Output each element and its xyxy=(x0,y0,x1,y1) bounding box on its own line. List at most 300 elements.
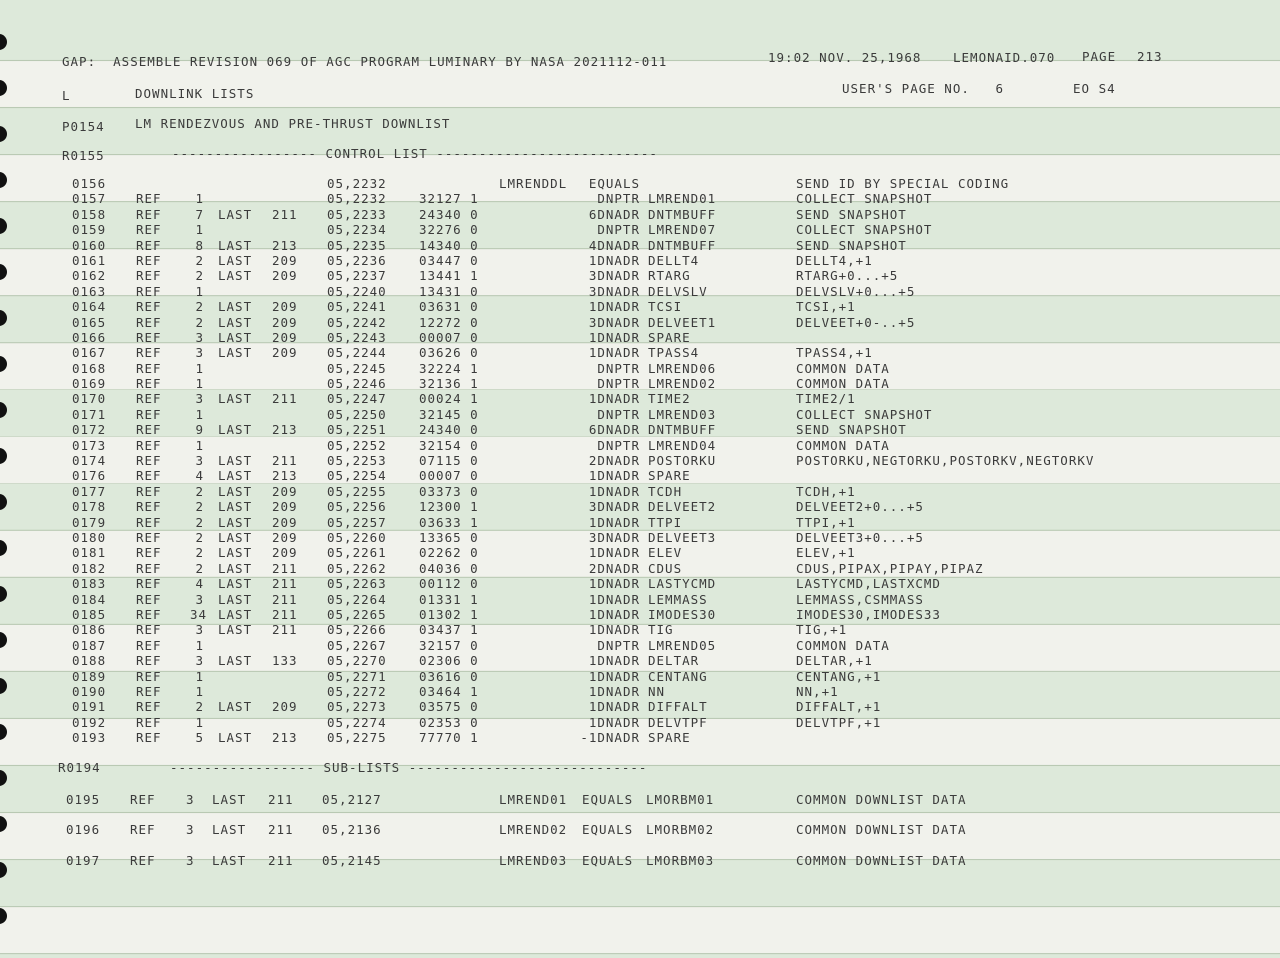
cell-operand: LMORBM03 xyxy=(646,853,715,868)
cell-address: 05,2265 xyxy=(327,606,387,622)
cell-line-number: 0188 xyxy=(72,653,107,669)
cell-line-number: 0167 xyxy=(72,345,107,361)
cell-last-marker: LAST xyxy=(218,237,253,253)
table-row xyxy=(0,730,1280,745)
cell-ref-count: 2 xyxy=(195,314,204,330)
cell-line-number: 0160 xyxy=(72,237,107,253)
cell-ref-count: 2 xyxy=(195,499,204,515)
cell-operand: LMREND07 xyxy=(648,222,717,238)
cell-opcode: DNPTR xyxy=(597,376,640,392)
cell-last-page: 211 xyxy=(272,453,298,469)
cell-operand: DELVSLV xyxy=(648,283,708,299)
cell-operand: DELLT4 xyxy=(648,252,700,268)
cell-ref-marker: REF xyxy=(136,191,162,207)
cell-address: 05,2242 xyxy=(327,314,387,330)
cell-last-page: 209 xyxy=(272,483,298,499)
cell-octal-value: 03437 1 xyxy=(419,622,479,638)
cell-ref-count: 2 xyxy=(195,699,204,715)
cell-ref-count: 1 xyxy=(195,376,204,392)
cell-operand: DELVEET2 xyxy=(648,499,717,515)
cell-address: 05,2270 xyxy=(327,653,387,669)
cell-last-marker: LAST xyxy=(218,268,253,284)
cell-opcode: 1DNADR xyxy=(588,683,640,699)
cell-last-marker: LAST xyxy=(218,252,253,268)
cell-address: 05,2236 xyxy=(327,252,387,268)
control-list-separator-id: R0155 xyxy=(62,148,105,163)
cell-line-number: 0193 xyxy=(72,730,107,746)
cell-line-number: 0197 xyxy=(66,853,101,868)
cell-opcode: 1DNADR xyxy=(588,545,640,561)
cell-operand: SPARE xyxy=(648,468,691,484)
cell-ref-marker: REF xyxy=(136,299,162,315)
cell-ref-marker: REF xyxy=(136,514,162,530)
cell-ref-count: 2 xyxy=(195,299,204,315)
cell-ref-count: 3 xyxy=(186,853,195,868)
cell-opcode: 1DNADR xyxy=(588,653,640,669)
cell-opcode: 3DNADR xyxy=(588,268,640,284)
cell-line-number: 0162 xyxy=(72,268,107,284)
table-row xyxy=(0,315,1280,330)
cell-line-number: 0165 xyxy=(72,314,107,330)
cell-address: 05,2255 xyxy=(327,483,387,499)
cell-comment: POSTORKU,NEGTORKU,POSTORKV,NEGTORKV xyxy=(796,453,1095,469)
cell-last-page: 209 xyxy=(272,329,298,345)
cell-line-number: 0174 xyxy=(72,453,107,469)
table-row xyxy=(0,253,1280,268)
cell-line-number: 0178 xyxy=(72,499,107,515)
cell-last-page: 211 xyxy=(268,792,294,807)
table-row xyxy=(0,561,1280,576)
cell-opcode: EQUALS xyxy=(582,822,634,837)
cell-line-number: 0195 xyxy=(66,792,101,807)
cell-octal-value: 00112 0 xyxy=(419,576,479,592)
cell-comment: SEND ID BY SPECIAL CODING xyxy=(796,176,1010,191)
cell-octal-value: 03616 0 xyxy=(419,668,479,684)
table-row xyxy=(0,622,1280,637)
cell-opcode: 4DNADR xyxy=(588,237,640,253)
table-row xyxy=(0,853,1280,869)
cell-line-number: 0187 xyxy=(72,637,107,653)
cell-opcode: 1DNADR xyxy=(588,714,640,730)
cell-address: 05,2260 xyxy=(327,529,387,545)
cell-ref-count: 2 xyxy=(195,545,204,561)
cell-line-number: 0166 xyxy=(72,329,107,345)
cell-line-number: 0180 xyxy=(72,529,107,545)
cell-ref-count: 7 xyxy=(195,206,204,222)
table-row xyxy=(0,391,1280,406)
cell-operand: TTPI xyxy=(648,514,683,530)
cell-octal-value: 03633 1 xyxy=(419,514,479,530)
cell-operand: ELEV xyxy=(648,545,683,561)
cell-comment: COMMON DATA xyxy=(796,376,890,392)
cell-last-page: 211 xyxy=(272,560,298,576)
cell-operand: SPARE xyxy=(648,730,691,746)
cell-last-marker: LAST xyxy=(212,853,247,868)
cell-opcode: 1DNADR xyxy=(588,514,640,530)
cell-comment: DELVEET3+0...+5 xyxy=(796,529,924,545)
cell-comment: TCDH,+1 xyxy=(796,483,856,499)
cell-opcode: DNPTR xyxy=(597,222,640,238)
cell-comment: COMMON DATA xyxy=(796,637,890,653)
cell-opcode: 1DNADR xyxy=(588,591,640,607)
cell-last-page: 213 xyxy=(272,422,298,438)
cell-last-marker: LAST xyxy=(218,314,253,330)
cell-comment: SEND SNAPSHOT xyxy=(796,237,907,253)
cell-comment: SEND SNAPSHOT xyxy=(796,206,907,222)
table-row xyxy=(0,607,1280,622)
cell-last-page: 209 xyxy=(272,299,298,315)
cell-ref-count: 3 xyxy=(186,822,195,837)
cell-octal-value: 03447 0 xyxy=(419,252,479,268)
cell-operand: DELTAR xyxy=(648,653,700,669)
cell-operand: LMREND03 xyxy=(648,406,717,422)
cell-ref-count: 4 xyxy=(195,576,204,592)
cell-ref-count: 1 xyxy=(195,437,204,453)
cell-last-marker: LAST xyxy=(212,822,247,837)
cell-ref-marker: REF xyxy=(136,283,162,299)
cell-address: 05,2145 xyxy=(322,853,382,868)
cell-opcode: 1DNADR xyxy=(588,622,640,638)
cell-last-marker: LAST xyxy=(218,529,253,545)
cell-last-page: 211 xyxy=(272,206,298,222)
cell-operand: RTARG xyxy=(648,268,691,284)
title-line-id: P0154 xyxy=(62,119,105,134)
cell-ref-count: 5 xyxy=(195,730,204,746)
table-row xyxy=(0,545,1280,560)
cell-line-number: 0168 xyxy=(72,360,107,376)
cell-octal-value: 24340 0 xyxy=(419,206,479,222)
cell-line-number: 0164 xyxy=(72,299,107,315)
binder-hole xyxy=(0,770,7,786)
table-row xyxy=(0,715,1280,730)
cell-opcode: 1DNADR xyxy=(588,345,640,361)
cell-comment: LASTYCMD,LASTXCMD xyxy=(796,576,941,592)
cell-label: LMREND01 xyxy=(499,792,568,807)
cell-comment: TIG,+1 xyxy=(796,622,848,638)
cell-address: 05,2252 xyxy=(327,437,387,453)
cell-line-number: 0179 xyxy=(72,514,107,530)
cell-operand: TCDH xyxy=(648,483,683,499)
cell-ref-count: 1 xyxy=(195,222,204,238)
cell-octal-value: 24340 0 xyxy=(419,422,479,438)
cell-last-page: 211 xyxy=(272,606,298,622)
sublists-separator-id: R0194 xyxy=(58,760,101,775)
cell-last-marker: LAST xyxy=(218,545,253,561)
cell-octal-value: 02262 0 xyxy=(419,545,479,561)
table-row xyxy=(0,345,1280,360)
cell-comment: DELVTPF,+1 xyxy=(796,714,882,730)
cell-ref-count: 3 xyxy=(195,345,204,361)
cell-opcode: 2DNADR xyxy=(588,560,640,576)
cell-last-marker: LAST xyxy=(218,206,253,222)
cell-opcode: DNPTR xyxy=(597,637,640,653)
cell-last-marker: LAST xyxy=(218,730,253,746)
header-section: DOWNLINK LISTS xyxy=(135,86,255,101)
binder-hole xyxy=(0,34,7,50)
cell-ref-count: 2 xyxy=(195,529,204,545)
cell-comment: IMODES30,IMODES33 xyxy=(796,606,941,622)
binder-hole xyxy=(0,80,7,96)
cell-comment: SEND SNAPSHOT xyxy=(796,422,907,438)
cell-address: 05,2240 xyxy=(327,283,387,299)
cell-ref-marker: REF xyxy=(136,453,162,469)
table-row xyxy=(0,361,1280,376)
cell-octal-value: 13365 0 xyxy=(419,529,479,545)
cell-comment: CENTANG,+1 xyxy=(796,668,882,684)
cell-ref-count: 2 xyxy=(195,252,204,268)
cell-ref-marker: REF xyxy=(136,268,162,284)
table-row xyxy=(0,684,1280,699)
cell-ref-marker: REF xyxy=(136,468,162,484)
cell-address: 05,2233 xyxy=(327,206,387,222)
cell-operand: SPARE xyxy=(648,329,691,345)
table-row xyxy=(0,453,1280,468)
table-row xyxy=(0,530,1280,545)
table-row xyxy=(0,299,1280,314)
cell-ref-marker: REF xyxy=(136,622,162,638)
table-row xyxy=(0,222,1280,237)
cell-last-page: 213 xyxy=(272,730,298,746)
cell-octal-value: 32145 0 xyxy=(419,406,479,422)
cell-octal-value: 13431 0 xyxy=(419,283,479,299)
cell-ref-count: 4 xyxy=(195,468,204,484)
table-row xyxy=(0,330,1280,345)
cell-ref-marker: REF xyxy=(136,545,162,561)
cell-ref-count: 3 xyxy=(195,453,204,469)
table-row xyxy=(0,499,1280,514)
cell-octal-value: 00007 0 xyxy=(419,468,479,484)
cell-ref-count: 1 xyxy=(195,683,204,699)
cell-octal-value: 12300 1 xyxy=(419,499,479,515)
cell-octal-value: 32224 1 xyxy=(419,360,479,376)
cell-address: 05,2243 xyxy=(327,329,387,345)
cell-octal-value: 13441 1 xyxy=(419,268,479,284)
cell-ref-marker: REF xyxy=(136,237,162,253)
cell-comment: COMMON DOWNLIST DATA xyxy=(796,853,967,868)
cell-last-page: 211 xyxy=(272,591,298,607)
cell-address: 05,2244 xyxy=(327,345,387,361)
cell-ref-marker: REF xyxy=(136,329,162,345)
cell-opcode: DNPTR xyxy=(597,360,640,376)
cell-ref-count: 1 xyxy=(195,714,204,730)
cell-comment: COLLECT SNAPSHOT xyxy=(796,406,933,422)
binder-hole xyxy=(0,126,7,142)
cell-ref-marker: REF xyxy=(136,606,162,622)
cell-ref-marker: REF xyxy=(136,360,162,376)
cell-last-page: 209 xyxy=(272,345,298,361)
cell-octal-value: 02306 0 xyxy=(419,653,479,669)
control-list-table xyxy=(0,176,1280,745)
cell-last-page: 213 xyxy=(272,468,298,484)
cell-last-page: 209 xyxy=(272,545,298,561)
cell-octal-value: 32157 0 xyxy=(419,637,479,653)
table-row xyxy=(0,176,1280,191)
cell-operand: TIME2 xyxy=(648,391,691,407)
cell-opcode: 1DNADR xyxy=(588,468,640,484)
cell-opcode: 1DNADR xyxy=(588,606,640,622)
cell-ref-marker: REF xyxy=(136,314,162,330)
cell-last-page: 211 xyxy=(268,822,294,837)
cell-address: 05,2253 xyxy=(327,453,387,469)
table-row xyxy=(0,638,1280,653)
cell-ref-marker: REF xyxy=(136,483,162,499)
cell-last-marker: LAST xyxy=(218,591,253,607)
cell-last-marker: LAST xyxy=(218,514,253,530)
table-row xyxy=(0,468,1280,483)
cell-comment: ELEV,+1 xyxy=(796,545,856,561)
cell-line-number: 0196 xyxy=(66,822,101,837)
title-line-text: LM RENDEZVOUS AND PRE-THRUST DOWNLIST xyxy=(135,116,451,131)
cell-octal-value: 12272 0 xyxy=(419,314,479,330)
cell-operand: TIG xyxy=(648,622,674,638)
cell-comment: COMMON DOWNLIST DATA xyxy=(796,792,967,807)
cell-operand: LMREND06 xyxy=(648,360,717,376)
cell-line-number: 0181 xyxy=(72,545,107,561)
header-type-code: L xyxy=(62,88,71,103)
cell-address: 05,2262 xyxy=(327,560,387,576)
cell-comment: DELLT4,+1 xyxy=(796,252,873,268)
cell-line-number: 0161 xyxy=(72,252,107,268)
cell-ref-count: 2 xyxy=(195,514,204,530)
cell-opcode: DNPTR xyxy=(597,191,640,207)
header-timestamp: 19:02 NOV. 25,1968 xyxy=(768,50,922,65)
cell-address: 05,2136 xyxy=(322,822,382,837)
cell-ref-marker: REF xyxy=(136,252,162,268)
cell-opcode: DNPTR xyxy=(597,406,640,422)
cell-last-marker: LAST xyxy=(218,653,253,669)
cell-ref-count: 1 xyxy=(195,283,204,299)
cell-comment: DELTAR,+1 xyxy=(796,653,873,669)
cell-opcode: 1DNADR xyxy=(588,699,640,715)
cell-opcode: 1DNADR xyxy=(588,252,640,268)
cell-operand: LMREND05 xyxy=(648,637,717,653)
cell-label: LMREND02 xyxy=(499,822,568,837)
cell-ref-marker: REF xyxy=(136,714,162,730)
cell-ref-marker: REF xyxy=(136,576,162,592)
cell-address: 05,2251 xyxy=(327,422,387,438)
cell-operand: LMORBM02 xyxy=(646,822,715,837)
cell-comment: CDUS,PIPAX,PIPAY,PIPAZ xyxy=(796,560,984,576)
cell-opcode: 3DNADR xyxy=(588,499,640,515)
binder-hole xyxy=(0,908,7,924)
cell-last-page: 209 xyxy=(272,268,298,284)
cell-ref-marker: REF xyxy=(130,792,156,807)
cell-opcode: 1DNADR xyxy=(588,668,640,684)
cell-comment: COLLECT SNAPSHOT xyxy=(796,191,933,207)
cell-address: 05,2232 xyxy=(327,176,387,191)
cell-operand: POSTORKU xyxy=(648,453,717,469)
cell-ref-marker: REF xyxy=(136,591,162,607)
cell-address: 05,2267 xyxy=(327,637,387,653)
cell-line-number: 0171 xyxy=(72,406,107,422)
cell-last-marker: LAST xyxy=(218,299,253,315)
cell-ref-marker: REF xyxy=(136,653,162,669)
cell-octal-value: 00024 1 xyxy=(419,391,479,407)
cell-operand: DNTMBUFF xyxy=(648,237,717,253)
cell-opcode: DNPTR xyxy=(597,437,640,453)
cell-last-marker: LAST xyxy=(218,699,253,715)
cell-ref-count: 2 xyxy=(195,483,204,499)
cell-last-page: 209 xyxy=(272,314,298,330)
cell-address: 05,2272 xyxy=(327,683,387,699)
header-eo: EO S4 xyxy=(1073,81,1116,96)
cell-ref-marker: REF xyxy=(136,637,162,653)
table-row xyxy=(0,792,1280,808)
cell-address: 05,2245 xyxy=(327,360,387,376)
cell-ref-marker: REF xyxy=(130,853,156,868)
cell-address: 05,2263 xyxy=(327,576,387,592)
cell-line-number: 0177 xyxy=(72,483,107,499)
cell-line-number: 0189 xyxy=(72,668,107,684)
cell-address: 05,2257 xyxy=(327,514,387,530)
cell-octal-value: 32136 1 xyxy=(419,376,479,392)
table-row xyxy=(0,407,1280,422)
cell-line-number: 0190 xyxy=(72,683,107,699)
cell-ref-marker: REF xyxy=(136,683,162,699)
cell-opcode: 1DNADR xyxy=(588,576,640,592)
cell-line-number: 0183 xyxy=(72,576,107,592)
cell-ref-marker: REF xyxy=(136,376,162,392)
cell-line-number: 0163 xyxy=(72,283,107,299)
cell-address: 05,2235 xyxy=(327,237,387,253)
cell-address: 05,2127 xyxy=(322,792,382,807)
table-row xyxy=(0,653,1280,668)
cell-address: 05,2250 xyxy=(327,406,387,422)
cell-last-marker: LAST xyxy=(218,560,253,576)
cell-last-marker: LAST xyxy=(218,622,253,638)
cell-opcode: 6DNADR xyxy=(588,206,640,222)
cell-line-number: 0156 xyxy=(72,176,107,191)
cell-ref-count: 3 xyxy=(195,329,204,345)
cell-operand: NN xyxy=(648,683,666,699)
cell-address: 05,2271 xyxy=(327,668,387,684)
cell-operand: IMODES30 xyxy=(648,606,717,622)
cell-octal-value: 77770 1 xyxy=(419,730,479,746)
cell-opcode: 1DNADR xyxy=(588,483,640,499)
cell-line-number: 0182 xyxy=(72,560,107,576)
cell-address: 05,2275 xyxy=(327,730,387,746)
cell-last-page: 209 xyxy=(272,514,298,530)
cell-comment: DIFFALT,+1 xyxy=(796,699,882,715)
cell-last-page: 209 xyxy=(272,252,298,268)
table-row xyxy=(0,699,1280,714)
cell-address: 05,2261 xyxy=(327,545,387,561)
cell-comment: LEMMASS,CSMMASS xyxy=(796,591,924,607)
cell-octal-value: 04036 0 xyxy=(419,560,479,576)
cell-operand: LASTYCMD xyxy=(648,576,717,592)
cell-operand: DELVTPF xyxy=(648,714,708,730)
cell-ref-count: 1 xyxy=(195,406,204,422)
cell-address: 05,2232 xyxy=(327,191,387,207)
cell-address: 05,2254 xyxy=(327,468,387,484)
cell-ref-marker: REF xyxy=(136,499,162,515)
table-row xyxy=(0,268,1280,283)
table-row xyxy=(0,191,1280,206)
cell-last-marker: LAST xyxy=(218,483,253,499)
cell-line-number: 0191 xyxy=(72,699,107,715)
cell-opcode: 1DNADR xyxy=(588,329,640,345)
header-page-number: 213 xyxy=(1137,49,1163,64)
cell-operand: TPASS4 xyxy=(648,345,700,361)
cell-operand: LEMMASS xyxy=(648,591,708,607)
table-row xyxy=(0,207,1280,222)
cell-operand: DELVEET3 xyxy=(648,529,717,545)
cell-last-page: 213 xyxy=(272,237,298,253)
cell-address: 05,2246 xyxy=(327,376,387,392)
header-file: LEMONAID.070 xyxy=(953,50,1056,65)
cell-line-number: 0184 xyxy=(72,591,107,607)
cell-octal-value: 03626 0 xyxy=(419,345,479,361)
